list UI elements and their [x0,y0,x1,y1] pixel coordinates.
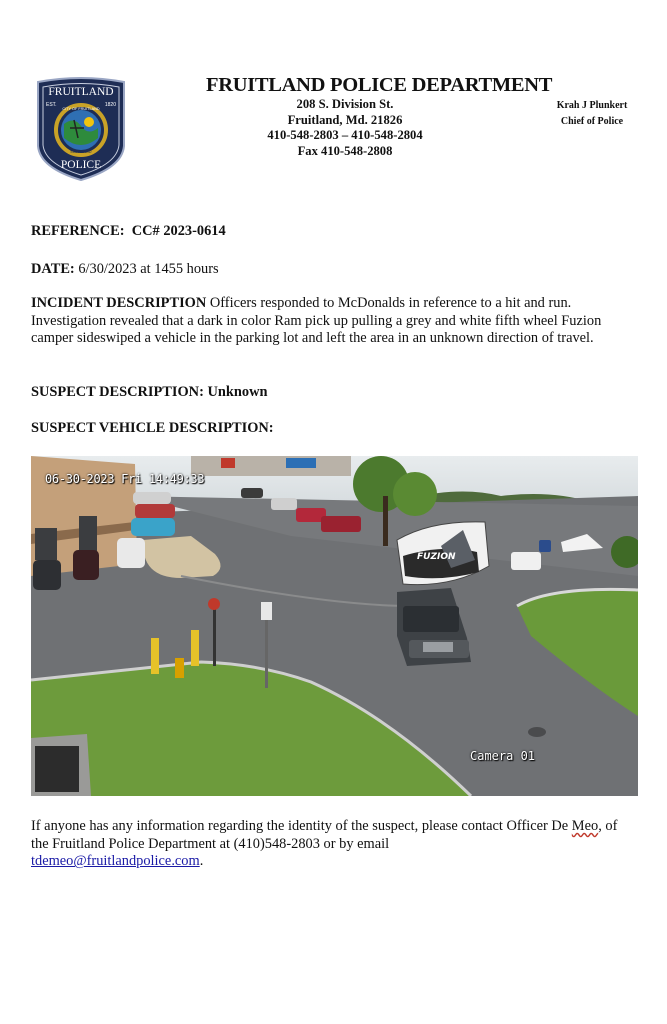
address-street: 208 S. Division St. [296,97,394,111]
incident-label: INCIDENT DESCRIPTION [31,295,207,311]
reference-label: REFERENCE: [31,223,125,239]
camera-label: Camera 01 [470,749,536,763]
police-badge-logo [34,76,128,182]
camera-timestamp: 06-30-2023 Fri 14:49:33 [45,472,205,486]
suspect-vehicle-heading: SUSPECT VEHICLE DESCRIPTION: [31,420,274,436]
officer-name-misspelled: Meo [571,818,599,834]
svg-text:CITY OF FRUITLAND: CITY OF FRUITLAND [62,107,100,111]
suspect-description-line [31,384,267,401]
svg-text:FRUITLAND: FRUITLAND [48,86,114,98]
address-city: Fruitland, Md. 21826 [287,112,403,127]
contact-text-after: , of the Fruitland Police Department at (410)548-2803 or by email [31,818,618,852]
svg-text:POLICE: POLICE [60,159,102,171]
surveillance-camera-image [31,456,638,796]
address-fax: Fax 410-548-2808 [297,143,393,158]
contact-paragraph [31,818,636,871]
department-address [230,97,460,159]
date-label: DATE: [31,261,75,277]
chief-block [536,98,648,130]
chief-title: Chief of Police [560,116,624,127]
reference-value: CC# 2023-0614 [131,223,226,239]
contact-email-link[interactable]: tdemeo@fruitlandpolice.com [31,853,200,870]
svg-text:1820: 1820 [104,102,116,108]
address-phones: 410-548-2803 – 410-548-2804 [267,128,423,142]
reference-line [31,223,226,240]
suspect-label: SUSPECT DESCRIPTION: [31,384,204,400]
date-value: 6/30/2023 at 1455 hours [78,261,219,277]
contact-text-before: If anyone has any information regarding the identity of the suspect, please contact Officer De [31,818,572,834]
incident-description [31,295,636,348]
svg-text:EST.: EST. [46,102,57,108]
svg-text:MARYLAND: MARYLAND [70,150,92,154]
department-title: FRUITLAND POLICE DEPARTMENT [206,74,553,96]
incident-text: Officers responded to McDonalds in reference to a hit and run. Investigation revealed that a dark in color Ram pick up pulling a grey and white fifth wheel Fuzion camper sideswiped a vehicle in the parking lot and left the area in an unknown direction of travel. [31,295,602,347]
chief-name: Krah J Plunkert [556,100,628,111]
suspect-value: Unknown [207,384,268,400]
trailer-brand-text: FUZION [417,552,456,562]
contact-end: . [199,853,204,870]
date-line [31,261,219,278]
